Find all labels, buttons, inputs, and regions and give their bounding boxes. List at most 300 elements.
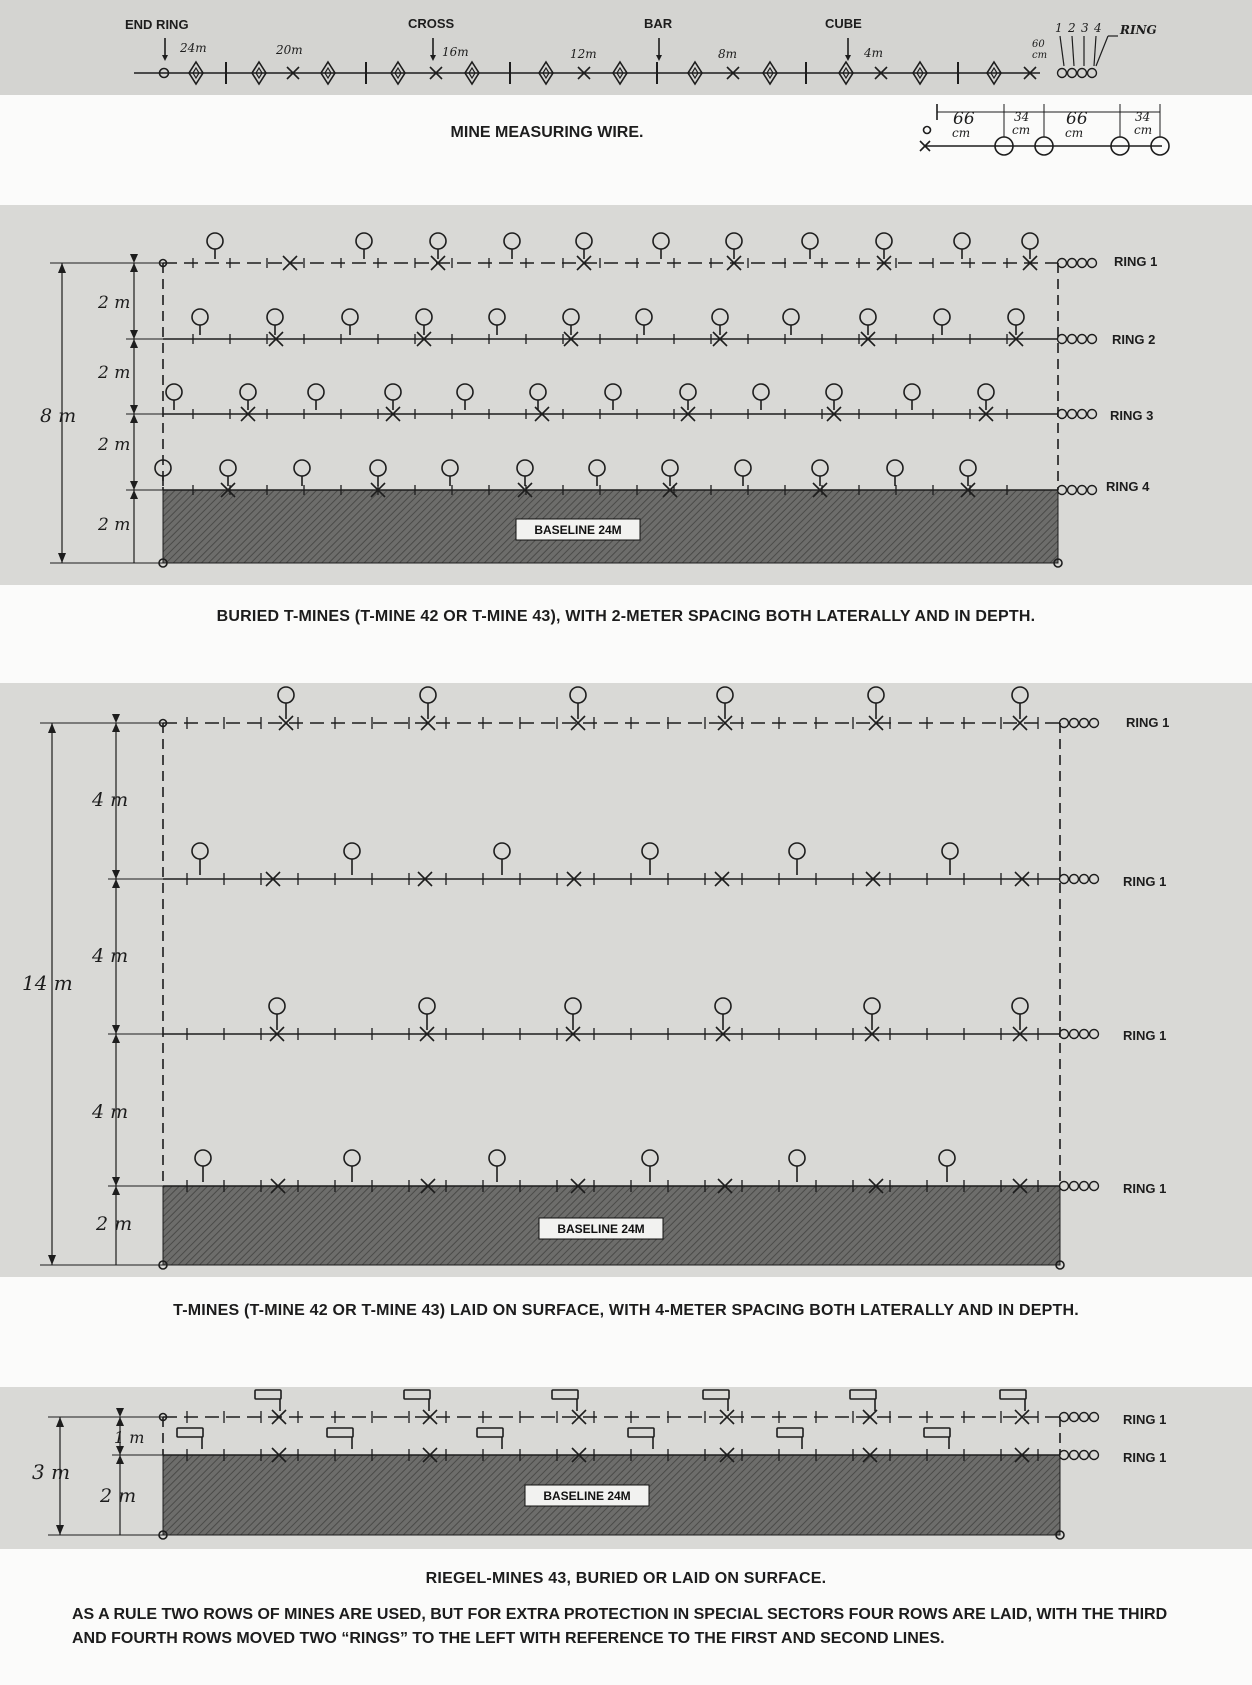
- ring-link: [1088, 486, 1097, 495]
- tmine-head: [489, 309, 505, 325]
- dimension-arrow: [130, 254, 138, 263]
- tmine: [860, 309, 876, 335]
- tmine: [735, 460, 751, 486]
- tmine: [1008, 309, 1024, 335]
- tmine-head: [876, 233, 892, 249]
- tmine: [565, 998, 581, 1030]
- small-cm: cm: [1032, 50, 1048, 61]
- tmine-head: [864, 998, 880, 1014]
- dimension-arrow: [112, 1186, 120, 1195]
- tmine: [864, 998, 880, 1030]
- tmine: [308, 384, 324, 410]
- tmine: [570, 687, 586, 719]
- dimension-arrow: [58, 553, 66, 563]
- tmine: [605, 384, 621, 410]
- tmine: [942, 843, 958, 875]
- tmine: [876, 233, 892, 259]
- riegel-bar: [177, 1428, 203, 1437]
- dist-8m: 8m: [718, 47, 738, 61]
- ring-link: [1090, 1451, 1099, 1460]
- riegel-mine: [404, 1390, 430, 1411]
- ring-link: [1090, 1182, 1099, 1191]
- cross-label: CROSS: [408, 16, 455, 31]
- tmine-head: [1012, 998, 1028, 1014]
- ring-link: [1088, 335, 1097, 344]
- ring-link: [1070, 1030, 1079, 1039]
- tmine-head: [735, 460, 751, 476]
- tmine: [934, 309, 950, 335]
- tmine: [642, 1150, 658, 1182]
- ring-link: [1060, 1451, 1069, 1460]
- tmine: [344, 1150, 360, 1182]
- p3-ring-1: RING 1: [1123, 1412, 1167, 1427]
- riegel-mine: [703, 1390, 729, 1411]
- p2-depth-2: 4 m: [92, 945, 129, 967]
- tmine-head: [344, 843, 360, 859]
- row-end-rings: [1060, 1182, 1099, 1191]
- dimension-arrow: [112, 870, 120, 879]
- p2-total: 14 m: [22, 971, 73, 995]
- dimension-arrow: [112, 723, 120, 732]
- dimension-arrow: [130, 339, 138, 348]
- ring-link: [1080, 875, 1089, 884]
- ring-pointer: [1060, 36, 1064, 66]
- tmine-head: [278, 687, 294, 703]
- dimension-arrow: [130, 481, 138, 490]
- tmine: [166, 384, 182, 410]
- tmine-head: [370, 460, 386, 476]
- dimension-arrow: [130, 490, 138, 499]
- detail-66-b: 66: [1066, 109, 1088, 129]
- p1-ring-3: RING 3: [1110, 408, 1154, 423]
- pointer-head: [430, 55, 436, 61]
- riegel-mines-diagram: [32, 1390, 1166, 1539]
- tmine-head: [356, 233, 372, 249]
- dimension-arrow: [112, 714, 120, 723]
- tmine: [789, 1150, 805, 1182]
- tmine-head: [960, 460, 976, 476]
- riegel-bar: [404, 1390, 430, 1399]
- tmine: [662, 460, 678, 486]
- row-end-rings: [1060, 1413, 1099, 1422]
- ring-link: [1088, 259, 1097, 268]
- tmine-head: [419, 998, 435, 1014]
- tmine: [717, 687, 733, 719]
- tmine-head: [662, 460, 678, 476]
- tmine-head: [789, 843, 805, 859]
- riegel-bar: [703, 1390, 729, 1399]
- riegel-bar: [552, 1390, 578, 1399]
- p3-depth-1: 1 m: [114, 1428, 145, 1447]
- tmine: [1012, 687, 1028, 719]
- ring-link: [1090, 1413, 1099, 1422]
- ring-link: [1078, 259, 1087, 268]
- riegel-mine: [327, 1428, 353, 1449]
- tmine-head: [653, 233, 669, 249]
- tmine: [267, 309, 283, 335]
- tmine: [726, 233, 742, 259]
- riegel-mine: [924, 1428, 950, 1449]
- tmine: [370, 460, 386, 486]
- dist-12m: 12m: [570, 47, 597, 61]
- detail-cm-c: cm: [1065, 126, 1084, 140]
- riegel-bar: [1000, 1390, 1026, 1399]
- tmine: [802, 233, 818, 259]
- detail-66-a: 66: [953, 109, 975, 129]
- tmine-head: [195, 1150, 211, 1166]
- tmine-head: [504, 233, 520, 249]
- tmine: [416, 309, 432, 335]
- tmine-head: [802, 233, 818, 249]
- tmine: [278, 687, 294, 719]
- tmine: [715, 998, 731, 1030]
- panel3-caption: RIEGEL-MINES 43, BURIED OR LAID ON SURFACE.: [425, 1570, 827, 1587]
- riegel-bar: [628, 1428, 654, 1437]
- ring-link: [1080, 1030, 1089, 1039]
- tmine: [868, 687, 884, 719]
- tmine-head: [570, 687, 586, 703]
- tmine-head: [240, 384, 256, 400]
- tmine: [342, 309, 358, 335]
- p3-depth-2: 2 m: [100, 1485, 137, 1507]
- tmine: [812, 460, 828, 486]
- riegel-bar: [255, 1390, 281, 1399]
- tmine-head: [789, 1150, 805, 1166]
- p3-total: 3 m: [32, 1460, 71, 1484]
- tmine: [442, 460, 458, 486]
- pointer-head: [845, 55, 851, 61]
- ring-link: [1060, 1413, 1069, 1422]
- riegel-mine: [777, 1428, 803, 1449]
- tmine: [939, 1150, 955, 1182]
- row-end-rings: [1060, 875, 1099, 884]
- tmine-head: [344, 1150, 360, 1166]
- ring-link: [1078, 410, 1087, 419]
- buried-tmines-diagram: [40, 233, 1157, 567]
- dimension-arrow: [116, 1446, 124, 1455]
- tmine-head: [860, 309, 876, 325]
- tmine-head: [385, 384, 401, 400]
- ring-label: RING: [1120, 23, 1157, 37]
- tmine: [789, 843, 805, 875]
- ring-link: [1068, 69, 1077, 78]
- dist-16m: 16m: [442, 45, 469, 59]
- wire-caption: MINE MEASURING WIRE.: [450, 124, 644, 141]
- tmine: [356, 233, 372, 259]
- riegel-bar: [777, 1428, 803, 1437]
- ring-link: [1060, 1182, 1069, 1191]
- tmine: [504, 233, 520, 259]
- row-end-rings: [1058, 410, 1097, 419]
- riegel-mine: [177, 1428, 203, 1449]
- ring-link: [1080, 1413, 1089, 1422]
- tmine-head: [726, 233, 742, 249]
- tmine-head: [978, 384, 994, 400]
- riegel-mine: [477, 1428, 503, 1449]
- tmine-head: [868, 687, 884, 703]
- tmine-head: [269, 998, 285, 1014]
- detail-34-a: 34: [1014, 110, 1030, 124]
- tmine-head: [220, 460, 236, 476]
- tmine: [385, 384, 401, 410]
- tmine: [489, 1150, 505, 1182]
- dimension-arrow: [112, 879, 120, 888]
- ring-pointer: [1072, 36, 1074, 66]
- tmine: [589, 460, 605, 486]
- tmine-head: [605, 384, 621, 400]
- detail-cm-b: cm: [1012, 123, 1031, 137]
- dist-24m: 24m: [180, 41, 207, 55]
- dimension-arrow: [112, 1177, 120, 1186]
- tmine-head: [642, 1150, 658, 1166]
- row-end-rings: [1058, 259, 1097, 268]
- ring-link: [1070, 875, 1079, 884]
- row-end-rings: [1060, 1451, 1099, 1460]
- riegel-mine: [1000, 1390, 1026, 1411]
- pointer-head: [162, 55, 168, 61]
- ring-link: [1060, 1030, 1069, 1039]
- ring-link: [1058, 410, 1067, 419]
- riegel-mine: [255, 1390, 281, 1411]
- tmine-head: [420, 687, 436, 703]
- tmine: [294, 460, 310, 486]
- ring-link: [1078, 69, 1087, 78]
- tmine-head: [826, 384, 842, 400]
- ring-num-4: 4: [1094, 21, 1102, 35]
- ring-num-2: 2: [1068, 21, 1076, 35]
- tmine: [960, 460, 976, 486]
- dimension-arrow: [130, 405, 138, 414]
- tmine: [680, 384, 696, 410]
- ring-link: [1080, 1451, 1089, 1460]
- tmine: [826, 384, 842, 410]
- panel1-caption: BURIED T-MINES (T-MINE 42 OR T-MINE 43), WITH 2-METER SPACING BOTH LATERALLY AND IN DEPTH.: [216, 608, 1036, 625]
- ring-link: [1070, 1182, 1079, 1191]
- ring-num-3: 3: [1081, 21, 1089, 35]
- tmine-head: [294, 460, 310, 476]
- tmine: [494, 843, 510, 875]
- riegel-mine: [628, 1428, 654, 1449]
- ring-link: [1088, 410, 1097, 419]
- tmine-head: [904, 384, 920, 400]
- tmine-head: [680, 384, 696, 400]
- dist-4m: 4m: [864, 46, 884, 60]
- dimension-arrow: [116, 1455, 124, 1464]
- p2-ring-3: RING 1: [1123, 1028, 1167, 1043]
- tmine-head: [517, 460, 533, 476]
- p2-depth-4: 2 m: [96, 1213, 133, 1235]
- dimension-arrow: [48, 1255, 56, 1265]
- tmine: [192, 843, 208, 875]
- p2-ring-1: RING 1: [1126, 715, 1170, 730]
- bar-label: BAR: [644, 16, 673, 31]
- dimension-arrow: [48, 723, 56, 733]
- ring-link: [1078, 486, 1087, 495]
- tmine-head: [812, 460, 828, 476]
- tmine-head: [342, 309, 358, 325]
- ring-link: [1070, 1413, 1079, 1422]
- tmine: [195, 1150, 211, 1182]
- p1-baseline-label: BASELINE 24M: [534, 523, 622, 537]
- ring-link: [1058, 259, 1067, 268]
- panel3-note: AS A RULE TWO ROWS OF MINES ARE USED, BUT FOR EXTRA PROTECTION IN SPECIAL SECTORS FOUR ROWS ARE LAID, WITH THE THIRD AND FOURTH ROWS MOVED TWO “RINGS” TO THE LEFT WITH REFERENCE TO THE FIRST AND SECOND LINES.: [72, 1606, 1168, 1647]
- panel2-caption: T-MINES (T-MINE 42 OR T-MINE 43) LAID ON SURFACE, WITH 4-METER SPACING BOTH LATERALLY AND IN DEPTH.: [173, 1302, 1079, 1319]
- wire-rings: [1058, 69, 1097, 78]
- tmine-head: [1022, 233, 1038, 249]
- ring-link: [1060, 719, 1069, 728]
- ring-pointer: [1094, 36, 1096, 66]
- detail-end-ring: [924, 127, 931, 134]
- ring-link: [1070, 719, 1079, 728]
- tmine-head: [642, 843, 658, 859]
- riegel-mine: [552, 1390, 578, 1411]
- dimension-arrow: [116, 1408, 124, 1417]
- tmine: [783, 309, 799, 335]
- riegel-mine: [850, 1390, 876, 1411]
- tmine-head: [308, 384, 324, 400]
- p1-depth-1: 2 m: [98, 293, 131, 313]
- tmine-head: [442, 460, 458, 476]
- dimension-arrow: [56, 1417, 64, 1427]
- dimension-arrow: [112, 1025, 120, 1034]
- tmine: [954, 233, 970, 259]
- ring-link: [1080, 1182, 1089, 1191]
- tmine-head: [753, 384, 769, 400]
- tmine-head: [589, 460, 605, 476]
- tmine-head: [457, 384, 473, 400]
- tmine-head: [712, 309, 728, 325]
- dimension-arrow: [56, 1525, 64, 1535]
- p1-depth-3: 2 m: [98, 435, 131, 455]
- ring-link: [1058, 69, 1067, 78]
- tmine-head: [430, 233, 446, 249]
- detail-cm-d: cm: [1134, 123, 1153, 137]
- tmine-head: [565, 998, 581, 1014]
- tmine: [517, 460, 533, 486]
- tmine-head: [563, 309, 579, 325]
- tmine: [420, 687, 436, 719]
- p2-ring-2: RING 1: [1123, 874, 1167, 889]
- p2-ring-4: RING 1: [1123, 1181, 1167, 1196]
- ring-link: [1070, 1451, 1079, 1460]
- tmine: [653, 233, 669, 259]
- tmine-head: [530, 384, 546, 400]
- detail-34-b: 34: [1135, 110, 1151, 124]
- dimension-arrow: [130, 414, 138, 423]
- p2-baseline-label: BASELINE 24M: [557, 1222, 645, 1236]
- tmine-head: [192, 309, 208, 325]
- tmine: [269, 998, 285, 1030]
- tmine: [344, 843, 360, 875]
- tmine: [753, 384, 769, 410]
- tmine-head: [1008, 309, 1024, 325]
- tmine: [430, 233, 446, 259]
- ring-link: [1058, 486, 1067, 495]
- tmine: [419, 998, 435, 1030]
- p3-ring-2: RING 1: [1123, 1450, 1167, 1465]
- tmine: [192, 309, 208, 335]
- ring-link: [1060, 875, 1069, 884]
- tmine-head: [166, 384, 182, 400]
- row-end-rings: [1060, 1030, 1099, 1039]
- ring-link: [1090, 875, 1099, 884]
- measuring-wire: [125, 16, 1157, 84]
- pointer-head: [656, 55, 662, 61]
- row-end-rings: [1058, 335, 1097, 344]
- tmine-head: [783, 309, 799, 325]
- tmine: [712, 309, 728, 335]
- tmine: [489, 309, 505, 335]
- tmine: [978, 384, 994, 410]
- ring-link: [1068, 259, 1077, 268]
- ring-link: [1068, 486, 1077, 495]
- dimension-arrow: [130, 330, 138, 339]
- tmine-head: [636, 309, 652, 325]
- ring-link: [1068, 335, 1077, 344]
- ring-num-1: 1: [1055, 21, 1063, 35]
- tmine-head: [192, 843, 208, 859]
- surface-tmines-diagram: [22, 687, 1169, 1269]
- ring-link: [1090, 719, 1099, 728]
- p1-ring-1: RING 1: [1114, 254, 1158, 269]
- wire-detail: [920, 104, 1169, 155]
- ring-link: [1090, 1030, 1099, 1039]
- tmine-head: [954, 233, 970, 249]
- p2-depth-3: 4 m: [92, 1101, 129, 1123]
- tmine: [240, 384, 256, 410]
- tmine-head: [717, 687, 733, 703]
- tmine-head: [942, 843, 958, 859]
- p3-baseline-label: BASELINE 24M: [543, 1489, 631, 1503]
- tmine-head: [715, 998, 731, 1014]
- tmine-head: [494, 843, 510, 859]
- riegel-bar: [850, 1390, 876, 1399]
- riegel-bar: [924, 1428, 950, 1437]
- row-end-rings: [1058, 486, 1097, 495]
- tmine: [904, 384, 920, 410]
- riegel-bar: [327, 1428, 353, 1437]
- row-end-rings: [1060, 719, 1099, 728]
- tmine-head: [934, 309, 950, 325]
- tmine-head: [489, 1150, 505, 1166]
- dimension-arrow: [130, 263, 138, 272]
- tmine: [1012, 998, 1028, 1030]
- tmine: [530, 384, 546, 410]
- p1-depth-4: 2 m: [98, 515, 131, 535]
- tmine: [220, 460, 236, 486]
- tmine-head: [939, 1150, 955, 1166]
- p1-ring-4: RING 4: [1106, 479, 1150, 494]
- tmine: [576, 233, 592, 259]
- tmine: [887, 460, 903, 486]
- tmine: [457, 384, 473, 410]
- dimension-arrow: [112, 1034, 120, 1043]
- p1-ring-2: RING 2: [1112, 332, 1156, 347]
- ring-link: [1078, 335, 1087, 344]
- tmine: [563, 309, 579, 335]
- cube-label: CUBE: [825, 16, 862, 31]
- p2-depth-1: 4 m: [92, 789, 129, 811]
- ring-link: [1080, 719, 1089, 728]
- dimension-arrow: [116, 1417, 124, 1426]
- tmine-head: [576, 233, 592, 249]
- tmine: [1022, 233, 1038, 259]
- ring-pointer: [1096, 36, 1108, 66]
- tmine-head: [1012, 687, 1028, 703]
- ring-link: [1058, 335, 1067, 344]
- ring-link: [1088, 69, 1097, 78]
- detail-cm-a: cm: [952, 126, 971, 140]
